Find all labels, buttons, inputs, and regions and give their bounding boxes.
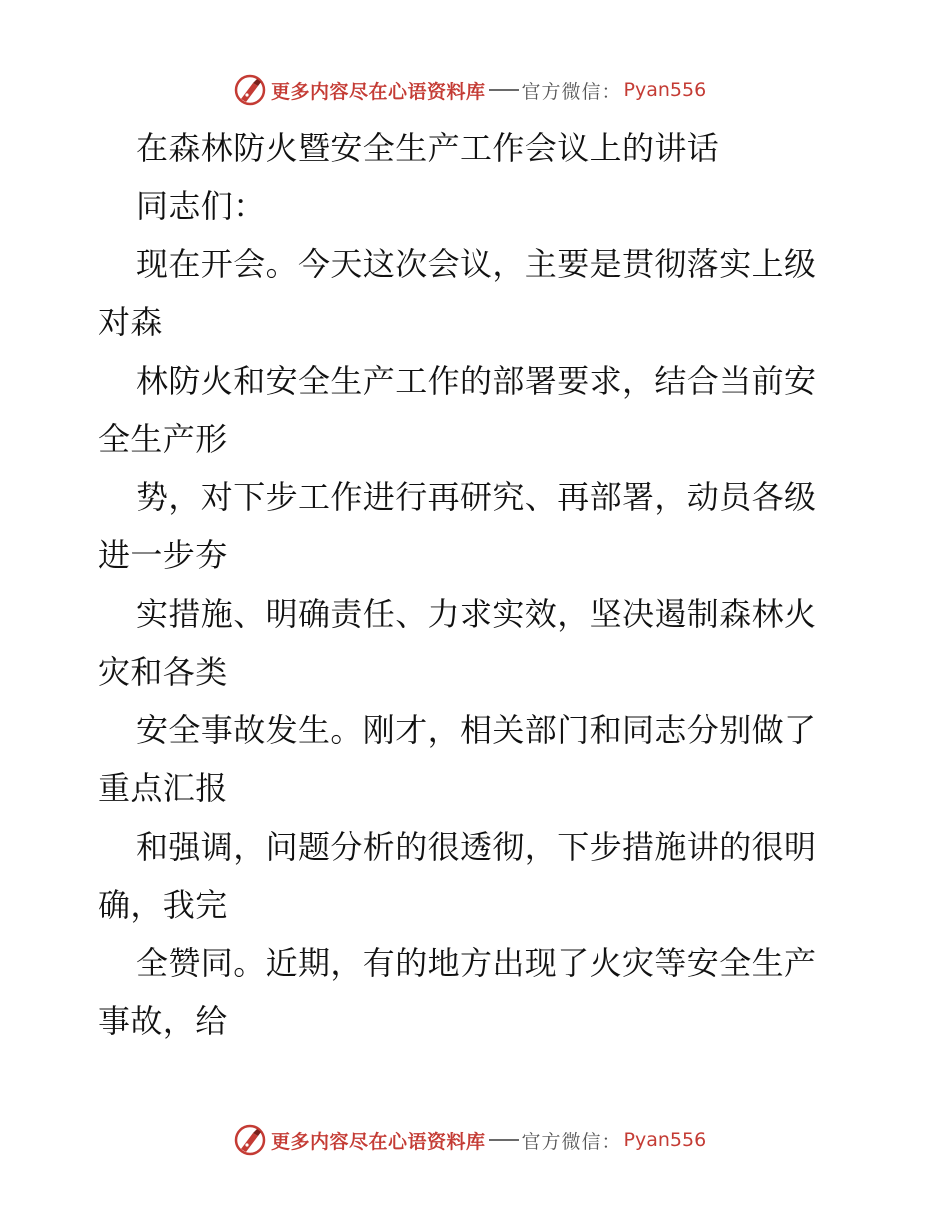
pen-nib-logo-icon [233,73,267,107]
banner-dash [489,89,519,91]
salutation: 同志们： [136,187,266,225]
paragraph-line: 全生产形 [98,420,228,458]
promo-text: 更多内容尽在心语资料库 [271,80,486,103]
paragraph-line: 进一步夯 [98,536,228,574]
wechat-id: Pyan556 [623,79,707,101]
promo-text: 更多内容尽在心语资料库 [271,1130,486,1153]
footer-banner [233,1122,706,1158]
paragraph-line: 实措施、明确责任、力求实效，坚决遏制森林火 [136,595,817,633]
header-banner [233,72,706,108]
paragraph-line: 重点汇报 [98,769,228,807]
paragraph-line: 确，我完 [98,886,228,924]
paragraph-line: 事故，给 [98,1002,228,1040]
paragraph-line: 安全事故发生。刚才，相关部门和同志分别做了 [136,711,817,749]
paragraph-line: 林防火和安全生产工作的部署要求，结合当前安 [136,362,817,400]
paragraph-line: 全赞同。近期，有的地方出现了火灾等安全生产 [136,944,817,982]
wechat-label: 官方微信： [521,80,622,103]
banner-dash [489,1139,519,1141]
paragraph-line: 灾和各类 [98,653,228,691]
document-title: 在森林防火暨安全生产工作会议上的讲话 [136,129,720,167]
paragraph-line: 和强调，问题分析的很透彻，下步措施讲的很明 [136,828,817,866]
paragraph-line: 对森 [98,303,163,341]
pen-nib-logo-icon [233,1123,267,1157]
wechat-id: Pyan556 [623,1129,707,1151]
paragraph-line: 现在开会。今天这次会议，主要是贯彻落实上级 [136,245,817,283]
wechat-label: 官方微信： [521,1130,622,1153]
paragraph-line: 势，对下步工作进行再研究、再部署，动员各级 [136,478,817,516]
